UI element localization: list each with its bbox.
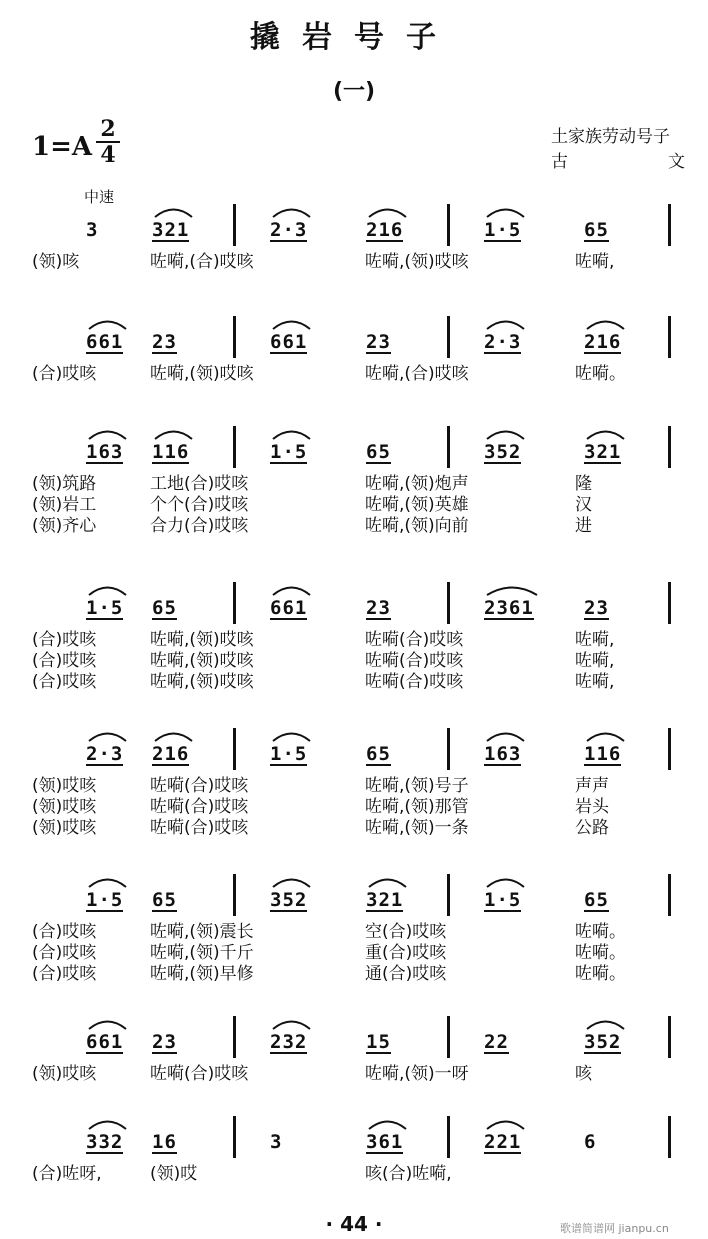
lyric-text: (合)哎咳 xyxy=(32,630,97,650)
beam-underline xyxy=(584,462,621,464)
slur-arc xyxy=(272,876,311,888)
lyric-text: 咗嗬(合)哎咳 xyxy=(365,630,464,650)
lyric-text: 咳(合)咗嗬, xyxy=(365,1164,452,1184)
note-group: 352 xyxy=(484,441,522,463)
lyric-text: 咗嗬, xyxy=(575,252,615,272)
lyric-text: (领)岩工 xyxy=(32,495,97,515)
note-group: 661 xyxy=(86,1031,124,1053)
note-group: 361 xyxy=(366,1131,404,1153)
time-signature xyxy=(96,118,120,166)
note-group: 116 xyxy=(584,743,622,765)
lyric-text: 进 xyxy=(575,516,592,536)
lyric-text: (领)咳 xyxy=(32,252,80,272)
lyric-text: 个个(合)哎咳 xyxy=(150,495,249,515)
beam-underline xyxy=(270,352,307,354)
note-group: 22 xyxy=(484,1031,509,1053)
beam-underline xyxy=(584,764,621,766)
lyric-text: 咗嗬,(领)号子 xyxy=(365,776,469,796)
lyric-text: (领)哎咳 xyxy=(32,776,97,796)
beam-underline xyxy=(484,618,534,620)
slur-arc xyxy=(586,318,625,330)
lyric-text: (合)哎咳 xyxy=(32,964,97,984)
note-group: 232 xyxy=(270,1031,308,1053)
beam-underline xyxy=(584,352,621,354)
bar-line xyxy=(233,582,236,624)
note-group: 65 xyxy=(152,597,177,619)
bar-line xyxy=(668,582,671,624)
lyric-text: 咗嗬,(领)一条 xyxy=(365,818,469,838)
beam-underline xyxy=(86,910,123,912)
beam-underline xyxy=(270,764,307,766)
bar-line xyxy=(668,316,671,358)
note-group: 2·3 xyxy=(86,743,124,765)
lyric-text: 咗嗬,(领)向前 xyxy=(365,516,469,536)
beam-underline xyxy=(584,910,609,912)
lyric-text: 咗嗬,(领)哎咳 xyxy=(365,252,469,272)
bar-line xyxy=(233,316,236,358)
beam-underline xyxy=(152,764,189,766)
beam-underline xyxy=(484,352,521,354)
note-group: 3 xyxy=(270,1131,283,1153)
lyric-text: (领)哎咳 xyxy=(32,797,97,817)
bar-line xyxy=(447,1116,450,1158)
key-signature: 1=A xyxy=(32,132,93,162)
beam-underline xyxy=(152,352,177,354)
note-group: 2·3 xyxy=(484,331,522,353)
lyric-text: 咗嗬。 xyxy=(575,364,626,384)
bar-line xyxy=(233,1016,236,1058)
note-group: 3 xyxy=(86,219,99,241)
lyric-text: 咗嗬,(领)哎咳 xyxy=(150,364,254,384)
lyric-text: 咗嗬,(领)一呀 xyxy=(365,1064,469,1084)
lyric-text: 咗嗬,(合)哎咳 xyxy=(150,252,254,272)
lyric-text: 咗嗬,(领)震长 xyxy=(150,922,254,942)
lyric-text: 公路 xyxy=(575,818,609,838)
note-group: 661 xyxy=(270,331,308,353)
lyric-text: (合)哎咳 xyxy=(32,922,97,942)
bar-line xyxy=(233,728,236,770)
note-group: 65 xyxy=(152,889,177,911)
slur-arc xyxy=(586,730,625,742)
slur-arc xyxy=(88,318,127,330)
slur-arc xyxy=(486,584,538,596)
note-group: 216 xyxy=(584,331,622,353)
slur-arc xyxy=(368,206,407,218)
lyric-text: 咗嗬。 xyxy=(575,922,626,942)
slur-arc xyxy=(88,584,127,596)
note-group: 1·5 xyxy=(270,743,308,765)
beam-underline xyxy=(270,462,307,464)
slur-arc xyxy=(88,1118,127,1130)
lyric-text: 咗嗬,(领)哎咳 xyxy=(150,630,254,650)
lyric-text: (领)哎咳 xyxy=(32,1064,97,1084)
slur-arc xyxy=(154,206,193,218)
beam-underline xyxy=(484,1152,521,1154)
bar-line xyxy=(233,204,236,246)
note-group: 352 xyxy=(584,1031,622,1053)
beam-underline xyxy=(366,618,391,620)
lyric-text: (合)哎咳 xyxy=(32,943,97,963)
lyric-text: (合)哎咳 xyxy=(32,364,97,384)
note-group: 116 xyxy=(152,441,190,463)
beam-underline xyxy=(270,910,307,912)
beam-underline xyxy=(484,1052,509,1054)
slur-arc xyxy=(88,730,127,742)
lyric-text: 咗嗬(合)哎咳 xyxy=(150,1064,249,1084)
slur-arc xyxy=(486,1118,525,1130)
note-group: 2·3 xyxy=(270,219,308,241)
note-group: 163 xyxy=(86,441,124,463)
slur-arc xyxy=(272,584,311,596)
beam-underline xyxy=(152,618,177,620)
note-group: 1·5 xyxy=(270,441,308,463)
lyric-text: 咗嗬, xyxy=(575,630,615,650)
bar-line xyxy=(447,1016,450,1058)
lyric-text: (领)齐心 xyxy=(32,516,97,536)
beam-underline xyxy=(86,1052,123,1054)
beam-underline xyxy=(484,764,521,766)
slur-arc xyxy=(272,730,311,742)
bar-line xyxy=(668,204,671,246)
author-credit xyxy=(551,147,685,172)
beam-underline xyxy=(86,764,123,766)
tempo-marking: 中速 xyxy=(84,188,115,206)
lyric-text: (领)筑路 xyxy=(32,474,97,494)
page-number: · 44 · xyxy=(325,1212,383,1236)
note-group: 1·5 xyxy=(86,889,124,911)
time-signature-bottom: 4 xyxy=(100,142,116,168)
note-group: 23 xyxy=(152,331,177,353)
slur-arc xyxy=(586,428,625,440)
beam-underline xyxy=(86,618,123,620)
song-title: 撬岩号子 xyxy=(250,20,458,55)
beam-underline xyxy=(366,462,391,464)
slur-arc xyxy=(586,1018,625,1030)
note-group: 352 xyxy=(270,889,308,911)
lyric-text: 咗嗬,(领)早修 xyxy=(150,964,254,984)
lyric-text: 空(合)哎咳 xyxy=(365,922,447,942)
bar-line xyxy=(447,426,450,468)
lyric-text: 声声 xyxy=(575,776,609,796)
slur-arc xyxy=(272,1018,311,1030)
lyric-text: 汉 xyxy=(575,495,592,515)
note-group: 6 xyxy=(584,1131,597,1153)
beam-underline xyxy=(366,240,403,242)
slur-arc xyxy=(88,1018,127,1030)
lyric-text: 咗嗬(合)哎咳 xyxy=(150,818,249,838)
lyric-text: 岩头 xyxy=(575,797,609,817)
beam-underline xyxy=(152,240,189,242)
lyric-text: 咗嗬,(领)哎咳 xyxy=(150,672,254,692)
note-group: 15 xyxy=(366,1031,391,1053)
lyric-text: 咗嗬,(合)哎咳 xyxy=(365,364,469,384)
note-group: 221 xyxy=(484,1131,522,1153)
note-group: 661 xyxy=(86,331,124,353)
slur-arc xyxy=(486,876,525,888)
slur-arc xyxy=(486,428,525,440)
lyric-text: (领)哎 xyxy=(150,1164,198,1184)
note-group: 216 xyxy=(152,743,190,765)
lyric-text: 咗嗬, xyxy=(575,672,615,692)
lyric-text: 咗嗬, xyxy=(575,651,615,671)
note-group: 23 xyxy=(152,1031,177,1053)
time-signature-top: 2 xyxy=(100,116,116,142)
slur-arc xyxy=(272,428,311,440)
lyric-text: (合)哎咳 xyxy=(32,651,97,671)
note-group: 661 xyxy=(270,597,308,619)
note-group: 216 xyxy=(366,219,404,241)
lyric-text: 咗嗬,(领)英雄 xyxy=(365,495,469,515)
note-group: 321 xyxy=(152,219,190,241)
slur-arc xyxy=(88,876,127,888)
beam-underline xyxy=(86,352,123,354)
bar-line xyxy=(447,204,450,246)
note-group: 2361 xyxy=(484,597,534,619)
section-number: (一) xyxy=(332,79,376,104)
bar-line xyxy=(668,1016,671,1058)
beam-underline xyxy=(584,240,609,242)
beam-underline xyxy=(270,1052,307,1054)
note-group: 65 xyxy=(366,441,391,463)
beam-underline xyxy=(366,1152,403,1154)
author-credit-left: 古 xyxy=(551,152,568,172)
lyric-text: 咗嗬(合)哎咳 xyxy=(150,797,249,817)
bar-line xyxy=(668,426,671,468)
lyric-text: 合力(合)哎咳 xyxy=(150,516,249,536)
bar-line xyxy=(447,582,450,624)
beam-underline xyxy=(270,618,307,620)
beam-underline xyxy=(584,1052,621,1054)
slur-arc xyxy=(154,428,193,440)
beam-underline xyxy=(152,1052,177,1054)
note-group: 65 xyxy=(366,743,391,765)
beam-underline xyxy=(152,462,189,464)
bar-line xyxy=(233,874,236,916)
note-group: 23 xyxy=(366,331,391,353)
note-group: 1·5 xyxy=(484,889,522,911)
note-group: 16 xyxy=(152,1131,177,1153)
note-group: 321 xyxy=(366,889,404,911)
beam-underline xyxy=(584,618,609,620)
lyric-text: 隆 xyxy=(575,474,592,494)
lyric-text: 咗嗬(合)哎咳 xyxy=(365,651,464,671)
note-group: 332 xyxy=(86,1131,124,1153)
beam-underline xyxy=(152,1152,177,1154)
beam-underline xyxy=(484,910,521,912)
beam-underline xyxy=(152,910,177,912)
bar-line xyxy=(447,874,450,916)
bar-line xyxy=(233,1116,236,1158)
lyric-text: 咗嗬(合)哎咳 xyxy=(365,672,464,692)
lyric-text: 通(合)哎咳 xyxy=(365,964,447,984)
beam-underline xyxy=(366,910,403,912)
beam-underline xyxy=(366,764,391,766)
slur-arc xyxy=(486,206,525,218)
author-credit-right: 文 xyxy=(668,152,685,172)
beam-underline xyxy=(484,240,521,242)
lyric-text: 咗嗬,(领)哎咳 xyxy=(150,651,254,671)
lyric-text: 咳 xyxy=(575,1064,592,1084)
bar-line xyxy=(668,728,671,770)
beam-underline xyxy=(86,1152,123,1154)
lyric-text: (合)咗呀, xyxy=(32,1164,102,1184)
slur-arc xyxy=(368,876,407,888)
bar-line xyxy=(668,1116,671,1158)
beam-underline xyxy=(366,352,391,354)
watermark: 歌谱简谱网 jianpu.cn xyxy=(560,1222,669,1235)
beam-underline xyxy=(366,1052,391,1054)
note-group: 23 xyxy=(584,597,609,619)
slur-arc xyxy=(154,730,193,742)
lyric-text: 咗嗬,(领)千斤 xyxy=(150,943,254,963)
slur-arc xyxy=(486,318,525,330)
lyric-text: 咗嗬。 xyxy=(575,943,626,963)
note-group: 65 xyxy=(584,219,609,241)
note-group: 65 xyxy=(584,889,609,911)
note-group: 163 xyxy=(484,743,522,765)
lyric-text: 重(合)哎咳 xyxy=(365,943,447,963)
slur-arc xyxy=(272,318,311,330)
lyric-text: 工地(合)哎咳 xyxy=(150,474,249,494)
lyric-text: (合)哎咳 xyxy=(32,672,97,692)
slur-arc xyxy=(88,428,127,440)
bar-line xyxy=(233,426,236,468)
lyric-text: 咗嗬(合)哎咳 xyxy=(150,776,249,796)
lyric-text: (领)哎咳 xyxy=(32,818,97,838)
note-group: 23 xyxy=(366,597,391,619)
lyric-text: 咗嗬,(领)那管 xyxy=(365,797,469,817)
beam-underline xyxy=(270,240,307,242)
bar-line xyxy=(668,874,671,916)
beam-underline xyxy=(86,462,123,464)
beam-underline xyxy=(484,462,521,464)
bar-line xyxy=(447,316,450,358)
slur-arc xyxy=(368,1118,407,1130)
note-group: 1·5 xyxy=(484,219,522,241)
lyric-text: 咗嗬。 xyxy=(575,964,626,984)
bar-line xyxy=(447,728,450,770)
note-group: 1·5 xyxy=(86,597,124,619)
slur-arc xyxy=(272,206,311,218)
slur-arc xyxy=(486,730,525,742)
lyric-text: 咗嗬,(领)炮声 xyxy=(365,474,469,494)
genre-credit: 土家族劳动号子 xyxy=(551,127,670,147)
note-group: 321 xyxy=(584,441,622,463)
